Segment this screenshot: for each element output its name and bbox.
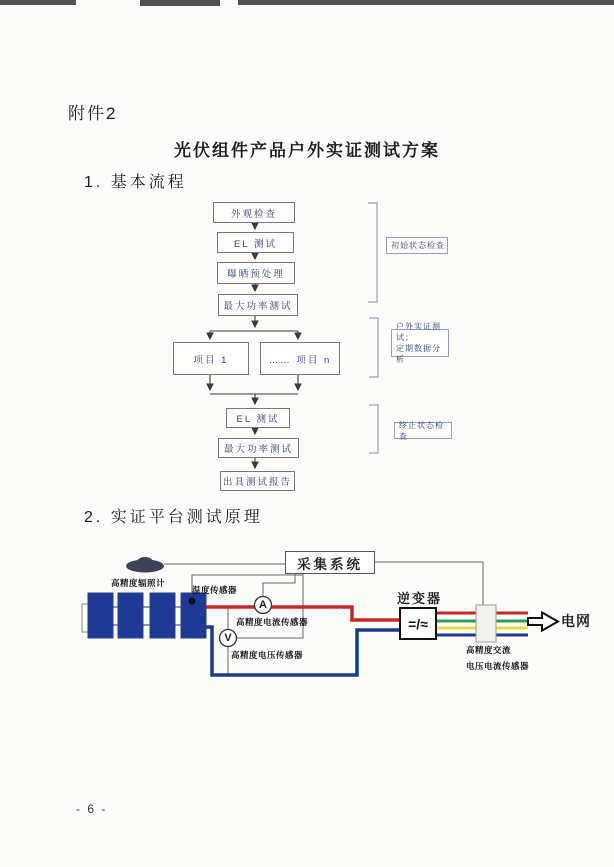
flow-step-max-power-test-2: 最大功率测试 (218, 438, 299, 458)
section1-heading: 1. 基本流程 (84, 174, 187, 191)
inverter-box: =/≈ (399, 607, 437, 640)
voltage-sensor-label: 高精度电压传感器 (231, 650, 304, 660)
flow-step-exposure-pretreatment: 曝晒预处理 (217, 262, 295, 284)
current-sensor-label: 高精度电流传感器 (236, 617, 309, 627)
pv-panel (150, 593, 175, 638)
pv-panel (88, 593, 113, 638)
section2-heading: 2. 实证平台测试原理 (84, 509, 263, 526)
temperature-sensor-dot (189, 598, 196, 605)
flow-step-project-1: 项目 1 (173, 342, 249, 375)
flow-step-max-power-test-1: 最大功率测试 (218, 294, 298, 316)
grid-arrow-icon (528, 613, 558, 631)
flow-step-project-n: …… 项目 n (260, 342, 340, 375)
temperature-sensor-label: 温度传感器 (192, 585, 238, 595)
bracket-label-initial-state-check: 初始状态检查 (386, 237, 448, 254)
page-number: - 6 - (76, 802, 108, 816)
bracket-label-final-state-check: 终止状态检查 (394, 422, 452, 439)
flow-step-appearance-check: 外观检查 (213, 202, 295, 223)
pv-string (82, 593, 206, 638)
ac-sensor-label-line2: 电压电流传感器 (466, 661, 530, 671)
flow-step-el-test-1: EL 测试 (217, 232, 294, 253)
flow-step-issue-report: 出具测试报告 (220, 471, 295, 491)
page-title: 光伏组件产品户外实证测试方案 (174, 141, 440, 160)
daq-system-box: 采集系统 (285, 551, 375, 574)
bracket-label-outdoor-test: 户外实证测试； 定期数据分析 (391, 329, 449, 357)
irradiance-meter-label: 高精度辐照计 (111, 578, 166, 588)
grouping-brackets (368, 203, 378, 453)
flow-step-el-test-2: EL 测试 (226, 408, 290, 428)
inverter-label: 逆变器 (397, 591, 443, 606)
voltmeter-symbol: V (224, 632, 232, 644)
irradiance-meter-icon (126, 557, 164, 572)
ac-sensor-label-line1: 高精度交流 (466, 645, 512, 655)
attachment-label: 附件2 (68, 104, 118, 123)
ammeter-symbol: A (259, 599, 267, 611)
ac-sensor-box (476, 605, 496, 642)
pv-panel (118, 593, 143, 638)
grid-label: 电网 (561, 613, 591, 629)
